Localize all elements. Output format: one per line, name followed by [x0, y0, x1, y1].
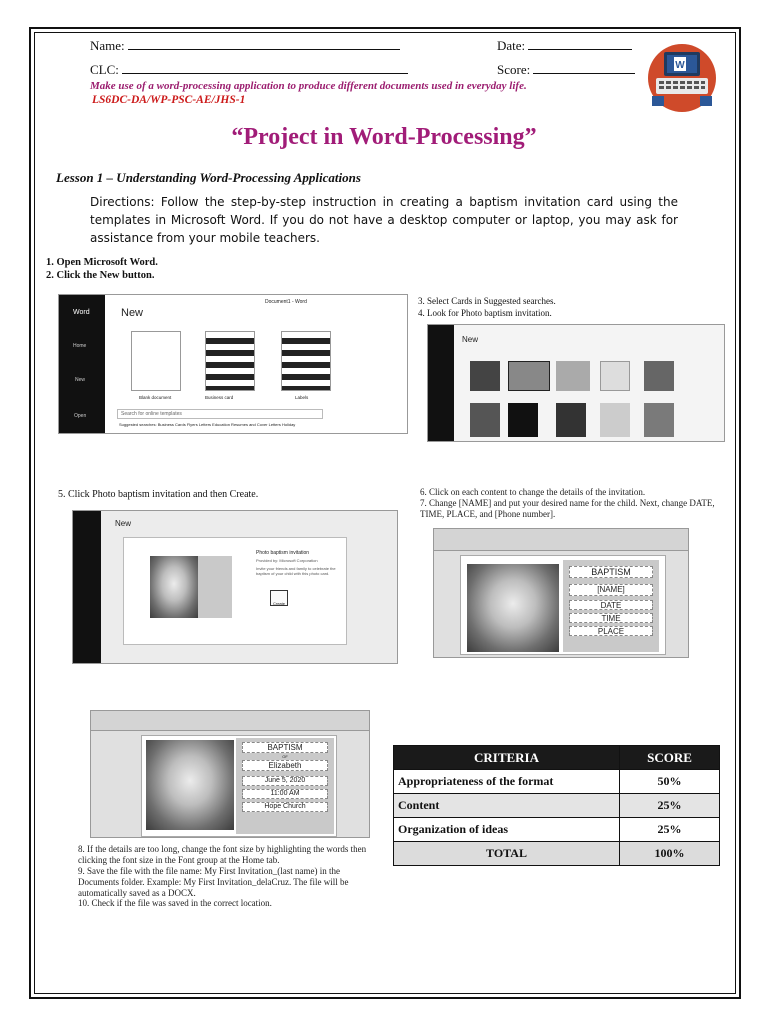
- score-cell: 25%: [620, 794, 720, 818]
- criteria-cell: Appropriateness of the format: [394, 770, 620, 794]
- name-line: [128, 38, 400, 50]
- labels-label: Labels: [295, 395, 309, 400]
- step-6: 6. Click on each content to change the details of the invitation.: [420, 487, 646, 497]
- score-label: Score:: [497, 62, 531, 77]
- create-dialog: [123, 537, 347, 645]
- filled-place: Hope Church: [242, 802, 328, 812]
- filled-baby-photo: [146, 740, 234, 830]
- step-5: 5. Click Photo baptism invitation and then Create.: [58, 489, 259, 500]
- date-label: Date:: [497, 38, 526, 53]
- step-7: 7. Change [NAME] and put your desired name for the child. Next, change DATE, TIME, PLACE, and [Phone number].: [420, 498, 715, 519]
- total-row: [394, 842, 720, 866]
- objective-text: Make use of a word-processing application to produce different documents used in everyday life.: [90, 80, 527, 92]
- template-invitation-panel: [563, 560, 659, 652]
- blank-document-thumb: [131, 331, 181, 391]
- score-field: [497, 62, 635, 78]
- nav-home: Home: [73, 343, 87, 349]
- template-title: BAPTISM: [569, 566, 654, 578]
- create-provider: Provided by: Microsoft Corporation: [256, 558, 318, 563]
- step-8: 8. If the details are too long, change the font size by highlighting the words then clicking the font size in the Font group at the Home tab.: [78, 844, 367, 865]
- name-label: Name:: [90, 38, 125, 53]
- step-10: 10. Check if the file was saved in the correct location.: [78, 898, 272, 908]
- create-new-heading: New: [115, 519, 132, 528]
- photo-baptism-thumb: [508, 361, 550, 391]
- screenshot-create-dialog: [72, 510, 398, 664]
- new-heading: New: [121, 307, 144, 319]
- logo-letter: W: [675, 60, 685, 71]
- step-9: 9. Save the file with the file name: My First Invitation_(last name) in the Documents folder. Example: My First Invitation_delaCruz. The file will be automatically saved as a DOCX.: [78, 866, 349, 898]
- date-field: [497, 38, 632, 54]
- clc-label: CLC:: [90, 62, 119, 77]
- template-time: TIME: [569, 613, 654, 623]
- template-baby-photo: [467, 564, 559, 652]
- page-title: “Project in Word-Processing”: [231, 124, 537, 150]
- directions-text: Directions: Follow the step-by-step instruction in creating a baptism invitation card using the templates in Microsoft Word. If you do not have a desktop computer or laptop, you may ask for assistance from your mobile teachers.: [90, 195, 678, 245]
- business-card-label: Business card: [205, 395, 234, 400]
- baby-photo: [150, 556, 198, 618]
- laptop-icon: [648, 44, 716, 112]
- date-line: [528, 38, 632, 50]
- template-date: DATE: [569, 600, 654, 610]
- table-row: [394, 794, 720, 818]
- template-search-placeholder: Search for online templates: [121, 411, 182, 417]
- word-sidebar: [59, 295, 105, 433]
- objective: [90, 80, 620, 92]
- word-app-label: Word: [73, 309, 90, 316]
- competency-code: LS6DC-DA/WP-PSC-AE/JHS-1: [92, 94, 246, 106]
- total-score: 100%: [620, 842, 720, 866]
- clc-line: [122, 62, 408, 74]
- screenshot-template-invitation: [433, 528, 689, 658]
- create-title: Photo baptism invitation: [256, 550, 310, 556]
- filled-title: BAPTISM: [242, 742, 328, 753]
- labels-thumb: [281, 331, 331, 391]
- step-2: 2. Click the New button.: [46, 270, 155, 281]
- filled-invitation-panel: [236, 738, 334, 834]
- step-4: 4. Look for Photo baptism invitation.: [418, 308, 552, 318]
- criteria-cell: Content: [394, 794, 620, 818]
- clc-field: [90, 62, 408, 78]
- business-card-thumb: [205, 331, 255, 391]
- suggested-searches: Suggested searches: Business Cards Flyers Letters Education Resumes and Cover Letters Holiday: [119, 422, 296, 427]
- criteria-table: [393, 745, 720, 866]
- template-place: PLACE: [569, 626, 654, 636]
- lesson-heading: Lesson 1 – Understanding Word-Processing Applications: [56, 170, 361, 185]
- name-field: [90, 38, 400, 54]
- screenshot-cards: [427, 324, 725, 442]
- step-1: 1. Open Microsoft Word.: [46, 257, 158, 268]
- window-title: Document1 - Word: [265, 299, 307, 305]
- criteria-header: CRITERIA: [394, 746, 620, 770]
- criteria-cell: Organization of ideas: [394, 818, 620, 842]
- score-line: [533, 62, 635, 74]
- word-laptop-logo: [648, 44, 716, 112]
- template-search-box: [117, 409, 323, 419]
- table-row: [394, 770, 720, 794]
- screenshot-word-new: [58, 294, 408, 434]
- step-3: 3. Select Cards in Suggested searches.: [418, 296, 556, 306]
- cards-sidebar: [428, 325, 454, 441]
- table-row: [394, 818, 720, 842]
- total-label: TOTAL: [394, 842, 620, 866]
- score-header: SCORE: [620, 746, 720, 770]
- criteria-header-row: [394, 746, 720, 770]
- template-name: [NAME]: [569, 584, 654, 596]
- score-cell: 25%: [620, 818, 720, 842]
- score-cell: 50%: [620, 770, 720, 794]
- filled-date: June 5, 2020: [242, 776, 328, 786]
- cards-new-heading: New: [462, 335, 479, 344]
- create-button: Create: [270, 590, 288, 606]
- blank-document-label: Blank document: [139, 395, 172, 400]
- filled-time: 11:00 AM: [242, 789, 328, 799]
- create-sidebar: [73, 511, 101, 663]
- create-description: Invite your friends and family to celebrate the baptism of your child with this photo card.: [256, 566, 336, 576]
- nav-open: Open: [74, 413, 87, 419]
- screenshot-filled-invitation: [90, 710, 370, 838]
- filled-of: OF: [282, 754, 288, 759]
- filled-name: Elizabeth: [242, 760, 328, 771]
- nav-new: New: [75, 377, 86, 383]
